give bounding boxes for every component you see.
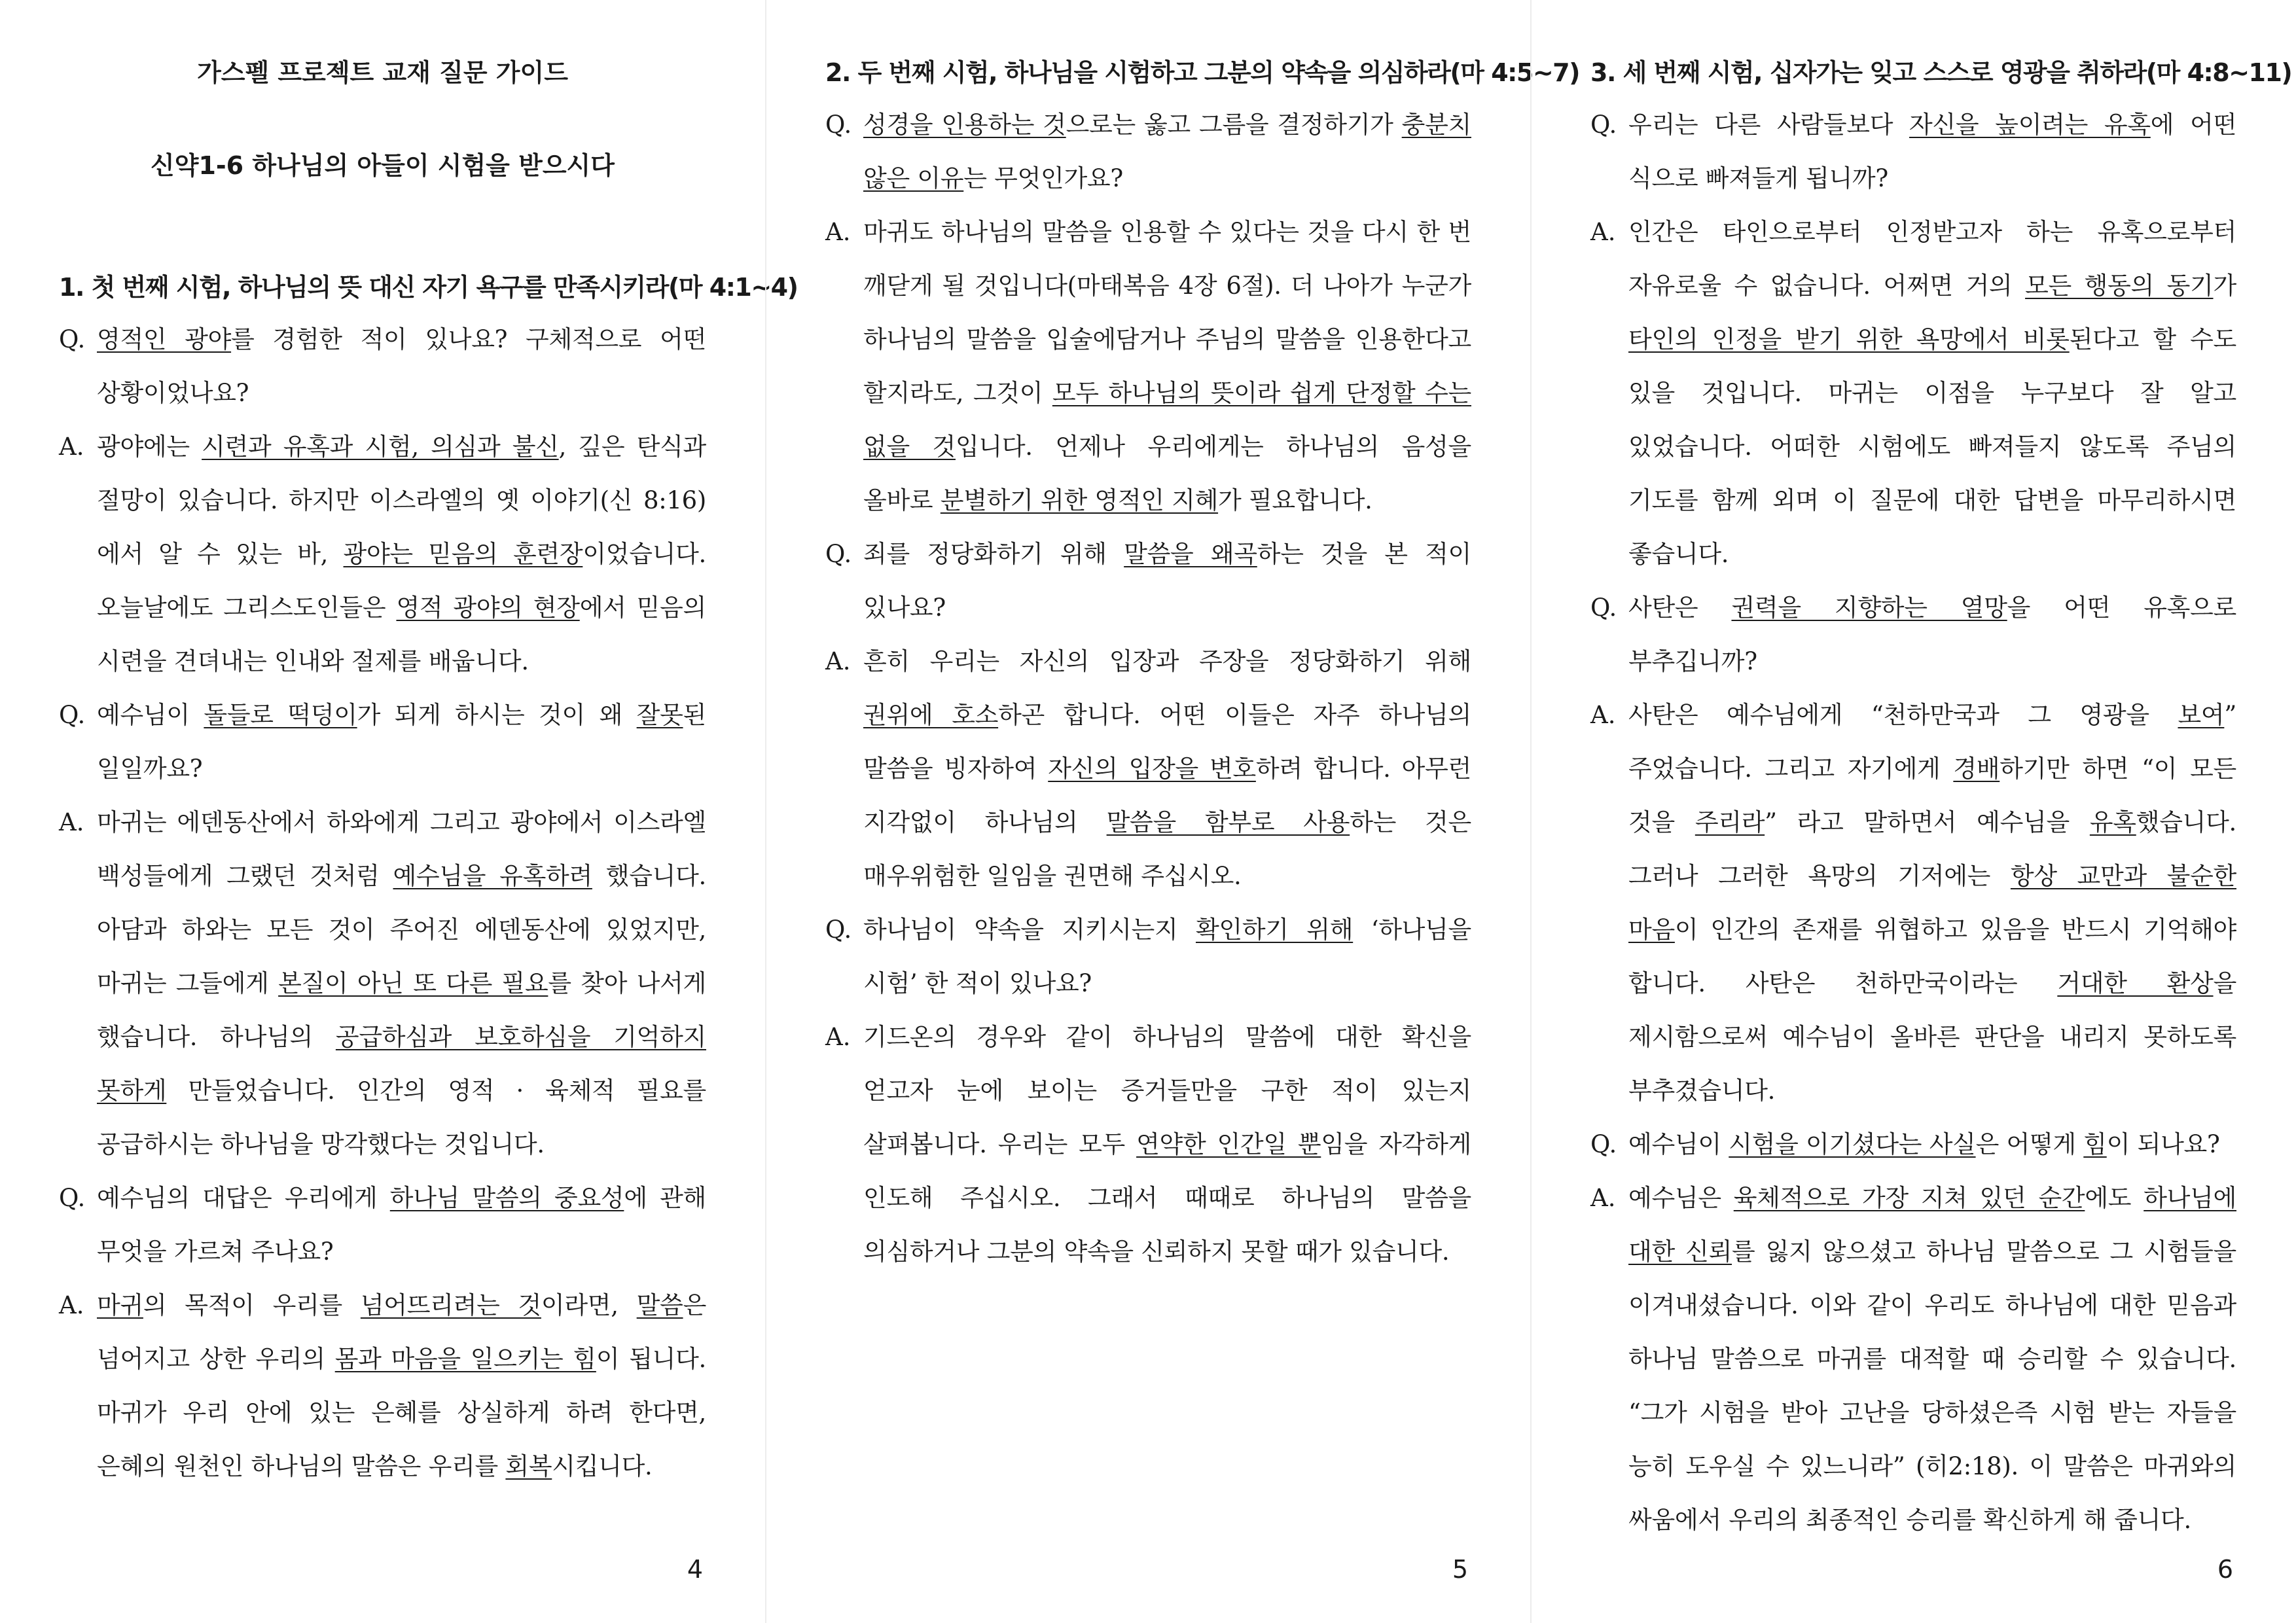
question-item	[825, 527, 1471, 635]
section-heading: 3. 세 번째 시험, 십자가는 잊고 스스로 영광을 취하라(마 4:8~11)	[1590, 58, 2292, 87]
text-run: 인간은 타인으로부터 인정받고자 하는 유혹으로부터 자유로울 수 없습니다. 어쩌면 거의	[1628, 218, 2236, 300]
answer-marker: A.	[59, 808, 84, 836]
underlined-phrase: 회복	[505, 1452, 552, 1480]
text-run: 이었습니다. 오늘날에도 그리스도인들은	[97, 540, 706, 622]
answer-item	[1590, 688, 2236, 1118]
text-run: 를 경험한 적이 있나요? 구체적으로 어떤 상황이었나요?	[97, 325, 706, 407]
text-run: 했습니다. 아담과 하와는 모든 것이 주어진 에덴동산에 있었지만, 마귀는 그들에게	[97, 862, 706, 997]
question-marker: Q.	[59, 701, 86, 729]
question-item	[59, 1171, 706, 1279]
underlined-phrase: 자신을 높이려는 유혹	[1909, 111, 2151, 139]
question-text	[97, 313, 706, 420]
underlined-phrase: 항상 교만과 불순한 마음	[1628, 862, 2236, 944]
underlined-phrase: 잘못	[636, 701, 683, 729]
question-item	[825, 903, 1471, 1010]
text-run: 에 관해 무엇을 가르쳐 주나요?	[97, 1184, 707, 1266]
lesson-title: 신약1-6 하나님의 아들이 시험을 받으시다	[151, 151, 615, 180]
text-run: , 깊은 탄식과 절망이 있습니다. 하지만 이스라엘의 옛 이야기(신 8:16)에서 알 수 있는 바,	[97, 433, 706, 568]
underlined-phrase: 경배	[1953, 755, 2000, 783]
text-run: 마귀도 하나님의 말씀을 인용할 수 있다는 것을 다시 한 번 깨닫게 될 것입니다(마태복음 4장 6절). 더 나아가 누군가 하나님의 말씀을 입술에담거나 주님의 말씀을 인용한다고 할지라도, 그것이	[863, 218, 1471, 407]
answer-marker: A.	[1590, 1184, 1616, 1212]
text-run: 를 잃지 않으셨고 하나님 말씀으로 그 시험들을 이겨내셨습니다. 이와 같이 우리도 하나님에 대한 믿음과 하나님 말씀으로 마귀를 대적할 때 승리할 수 있습니다. “그가 시험을 받아 고난을 당하셨은즉 시험 받는 자들을 능히 도우실 수 있느니라” (히2:18). 이 말씀은 마귀와의 싸움에서 우리의 최종적인 승리를 확신하게 해 줍니다.	[1628, 1238, 2236, 1534]
text-run: 에서 믿음의 시련을 견뎌내는 인내와 절제를 배웁니다.	[97, 594, 706, 675]
text-run: 이라면,	[541, 1291, 637, 1319]
page-5	[765, 0, 1579, 1623]
question-text	[97, 1171, 706, 1279]
answer-text	[1628, 205, 2236, 581]
page-number: 5	[1452, 1555, 1468, 1584]
answer-text	[1628, 1171, 2236, 1547]
answer-item	[59, 796, 706, 1171]
underlined-phrase: 시련과 유혹과 시험, 의심과 불신	[202, 433, 559, 461]
answer-text	[97, 420, 706, 688]
text-run: 흔히 우리는 자신의 입장과 주장을 정당화하기 위해	[863, 647, 1471, 675]
text-run: 예수님은	[1628, 1184, 1734, 1212]
page-number: 6	[2217, 1555, 2233, 1584]
answer-text	[97, 1279, 706, 1493]
answer-item	[59, 420, 706, 688]
underlined-phrase: 힘	[2083, 1130, 2107, 1158]
text-run: 가 되게 하시는 것이 왜	[357, 701, 637, 729]
question-marker: Q.	[1590, 111, 1617, 139]
underlined-phrase: 성경을 인용하는 것	[863, 111, 1066, 139]
text-run: 하곤 합니다. 어떤 이들은 자주 하나님의 말씀을 빙자하여	[863, 701, 1472, 783]
question-text	[1628, 581, 2236, 688]
text-run: 의 목적이 우리를	[143, 1291, 361, 1319]
section-heading: 1. 첫 번째 시험, 하나님의 뜻 대신 자기 욕구를 만족시키라(마 4:1~4)	[59, 273, 798, 302]
underlined-phrase: 말씀을 함부로 사용	[1106, 808, 1350, 836]
text-run: ‘하나님을 시험’ 한 적이 있나요?	[863, 916, 1471, 997]
text-run: 에도	[2085, 1184, 2144, 1212]
question-marker: Q.	[825, 540, 852, 568]
underlined-phrase: 모든 행동의 동기	[2025, 272, 2214, 300]
answer-marker: A.	[1590, 218, 1616, 246]
underlined-phrase: 예수님을 유혹하려	[393, 862, 592, 890]
document-title: 가스펠 프로젝트 교재 질문 가이드	[197, 58, 568, 87]
question-marker: Q.	[59, 1184, 86, 1212]
text-run: 을 제시함으로써 예수님이 올바른 판단을 내리지 못하도록 부추겼습니다.	[1628, 969, 2237, 1105]
underlined-phrase: 유혹	[2089, 808, 2136, 836]
question-text	[1628, 98, 2236, 205]
underlined-phrase: 영적 광야의 현장	[396, 594, 580, 622]
question-marker: Q.	[59, 325, 86, 353]
text-run: 은 어떻게	[1975, 1130, 2084, 1158]
text-run: ” 라고 말하면서 예수님을	[1765, 808, 2090, 836]
question-item	[825, 98, 1471, 205]
text-run: 하나님이 약속을 지키시는지	[863, 916, 1196, 944]
qa-list	[825, 98, 1471, 1279]
underlined-phrase: 하나님에 대한 신뢰	[1628, 1184, 2236, 1266]
answer-marker: A.	[825, 647, 851, 675]
question-marker: Q.	[825, 916, 852, 944]
text-run: 가	[2213, 272, 2236, 300]
text-run: 죄를 정당화하기 위해	[863, 540, 1124, 568]
answer-marker: A.	[825, 1023, 851, 1051]
question-marker: Q.	[1590, 594, 1617, 622]
text-run: 시킵니다.	[552, 1452, 653, 1480]
underlined-phrase: 말씀을 왜곡	[1124, 540, 1257, 568]
underlined-phrase: 타인의 인정을 받기 위한 욕망에서 비롯	[1628, 325, 2070, 353]
text-run: 이 되나요?	[2106, 1130, 2220, 1158]
answer-marker: A.	[825, 218, 851, 246]
question-item	[59, 688, 706, 796]
text-run: 는 무엇인가요?	[963, 164, 1123, 192]
answer-marker: A.	[1590, 701, 1616, 729]
text-run: 우리는 다른 사람들보다	[1628, 111, 1910, 139]
answer-item	[825, 635, 1471, 903]
underlined-phrase: 연약한 인간일 뿐	[1136, 1130, 1321, 1158]
underlined-phrase: 말씀	[636, 1291, 683, 1319]
question-marker: Q.	[825, 111, 852, 139]
text-run: 를 찾아 나서게 했습니다. 하나님의	[97, 969, 706, 1051]
underlined-phrase: 권력을 지향하는 열망	[1731, 594, 2007, 622]
question-item	[1590, 98, 2236, 205]
underlined-phrase: 자신의 입장을 변호	[1048, 755, 1256, 783]
text-run: 마귀는 에덴동산에서 하와에게 그리고 광야에서 이스라엘 백성들에게 그랬던 것처럼	[97, 808, 706, 890]
text-run: 임을 자각하게 인도해 주십시오. 그래서 때때로 하나님의 말씀을 의심하거나 그분의 약속을 신뢰하지 못할 때가 있습니다.	[863, 1130, 1471, 1266]
underlined-phrase: 충분치 않은 이유	[863, 111, 1471, 192]
text-run: 예수님이	[97, 701, 204, 729]
underlined-phrase: 광야는 믿음의 훈련장	[343, 540, 583, 568]
text-run: 은 넘어지고 상한 우리의	[97, 1291, 707, 1373]
underlined-phrase: 영적인 광야	[97, 325, 232, 353]
text-run: 했습니다. 그러나 그러한 욕망의 기저에는	[1628, 808, 2236, 890]
underlined-phrase: 본질이 아닌 또 다른 필요	[278, 969, 548, 997]
page-number: 4	[687, 1555, 703, 1584]
text-run: 이 인간의 존재를 위협하고 있음을 반드시 기억해야 합니다. 사탄은 천하만국이라는	[1628, 916, 2236, 997]
underlined-phrase: 육체적으로 가장 지쳐 있던 순간	[1733, 1184, 2085, 1212]
text-run: 예수님이	[1628, 1130, 1729, 1158]
text-run: 사탄은	[1628, 594, 1732, 622]
underlined-phrase: 거대한 환상	[2057, 969, 2214, 997]
answer-text	[863, 1010, 1471, 1279]
question-text	[97, 688, 706, 796]
qa-list	[1590, 98, 2236, 1547]
underlined-phrase: 분별하기 위한 영적인 지혜	[940, 486, 1219, 514]
text-run: 기드온의 경우와 같이 하나님의 말씀에 대한 확신을 얻고자 눈에 보이는 증거들만을 구한 적이 있는지 살펴봅니다. 우리는 모두	[863, 1023, 1471, 1158]
question-text	[1628, 1118, 2236, 1171]
underlined-phrase: 넘어뜨리려는 것	[360, 1291, 541, 1319]
text-run: 하기만 하면 “이 모든 것을	[1628, 755, 2236, 836]
text-run: 하려 합니다. 아무런 지각없이 하나님의	[863, 755, 1471, 836]
answer-text	[863, 635, 1471, 903]
text-run: 된다고 할 수도 있을 것입니다. 마귀는 이점을 누구보다 잘 알고 있었습니다. 어떠한 시험에도 빠져들지 않도록 주님의 기도를 함께 외며 이 질문에 대한 답변을 마무리하시면 좋습니다.	[1628, 325, 2236, 568]
underlined-phrase: 모두 하나님의 뜻이라 쉽게 단정할 수는 없을 것	[863, 379, 1471, 461]
text-run: 에 어떤 식으로 빠져들게 됩니까?	[1628, 111, 2236, 192]
text-run: 입니다. 언제나 우리에게는 하나님의 음성을 올바로	[863, 433, 1471, 514]
underlined-phrase: 확인하기 위해	[1195, 916, 1354, 944]
text-run: 하는 것을 본 적이 있나요?	[863, 540, 1471, 622]
text-run: 예수님의 대답은 우리에게	[97, 1184, 390, 1212]
underlined-phrase: 돌들로 떡덩이	[204, 701, 357, 729]
text-run: 으로는 옳고 그름을 결정하기가	[1066, 111, 1402, 139]
text-run: ” 주었습니다. 그리고 자기에게	[1628, 701, 2236, 783]
text-run: 하는 것은 매우위험한 일임을 권면해 주십시오.	[863, 808, 1471, 890]
answer-marker: A.	[59, 1291, 84, 1319]
underlined-phrase: 몸과 마음을 일으키는 힘	[334, 1345, 596, 1373]
text-run: 이 됩니다. 마귀가 우리 안에 있는 은혜를 상실하게 하려 한다면, 은혜의 원천인 하나님의 말씀은 우리를	[97, 1345, 706, 1480]
question-text	[863, 527, 1471, 635]
answer-marker: A.	[59, 433, 84, 461]
question-item	[1590, 581, 2236, 688]
page-6	[1530, 0, 2295, 1623]
page-4	[0, 0, 798, 1623]
text-run: 광야에는	[97, 433, 202, 461]
question-text	[863, 98, 1471, 205]
underlined-phrase: 하나님 말씀의 중요성	[389, 1184, 624, 1212]
question-text	[863, 903, 1471, 1010]
answer-text	[1628, 688, 2236, 1118]
question-marker: Q.	[1590, 1130, 1617, 1158]
underlined-phrase: 권위에 호소	[863, 701, 999, 729]
text-run: 사탄은 예수님에게 “천하만국과 그 영광을	[1628, 701, 2178, 729]
text-run: 을 어떤 유혹으로 부추깁니까?	[1628, 594, 2236, 675]
answer-item	[1590, 1171, 2236, 1547]
section-heading: 2. 두 번째 시험, 하나님을 시험하고 그분의 약속을 의심하라(마 4:5~7)	[825, 58, 1579, 87]
answer-item	[825, 205, 1471, 527]
underlined-phrase: 마귀	[97, 1291, 143, 1319]
qa-list	[59, 313, 706, 1493]
question-item	[1590, 1118, 2236, 1171]
text-run: 만들었습니다. 인간의 영적 · 육체적 필요를 공급하시는 하나님을 망각했다는 것입니다.	[97, 1077, 706, 1158]
underlined-phrase: 공급하심과 보호하심을 기억하지 못하게	[97, 1023, 706, 1105]
text-run: 가 필요합니다.	[1218, 486, 1372, 514]
answer-item	[1590, 205, 2236, 581]
answer-item	[59, 1279, 706, 1493]
answer-text	[863, 205, 1471, 527]
answer-item	[825, 1010, 1471, 1279]
underlined-phrase: 보여	[2178, 701, 2225, 729]
answer-text	[97, 796, 706, 1171]
underlined-phrase: 시험을 이기셨다는 사실	[1729, 1130, 1976, 1158]
question-item	[59, 313, 706, 420]
underlined-phrase: 주리라	[1695, 808, 1765, 836]
text-run: 된 일일까요?	[97, 701, 706, 783]
